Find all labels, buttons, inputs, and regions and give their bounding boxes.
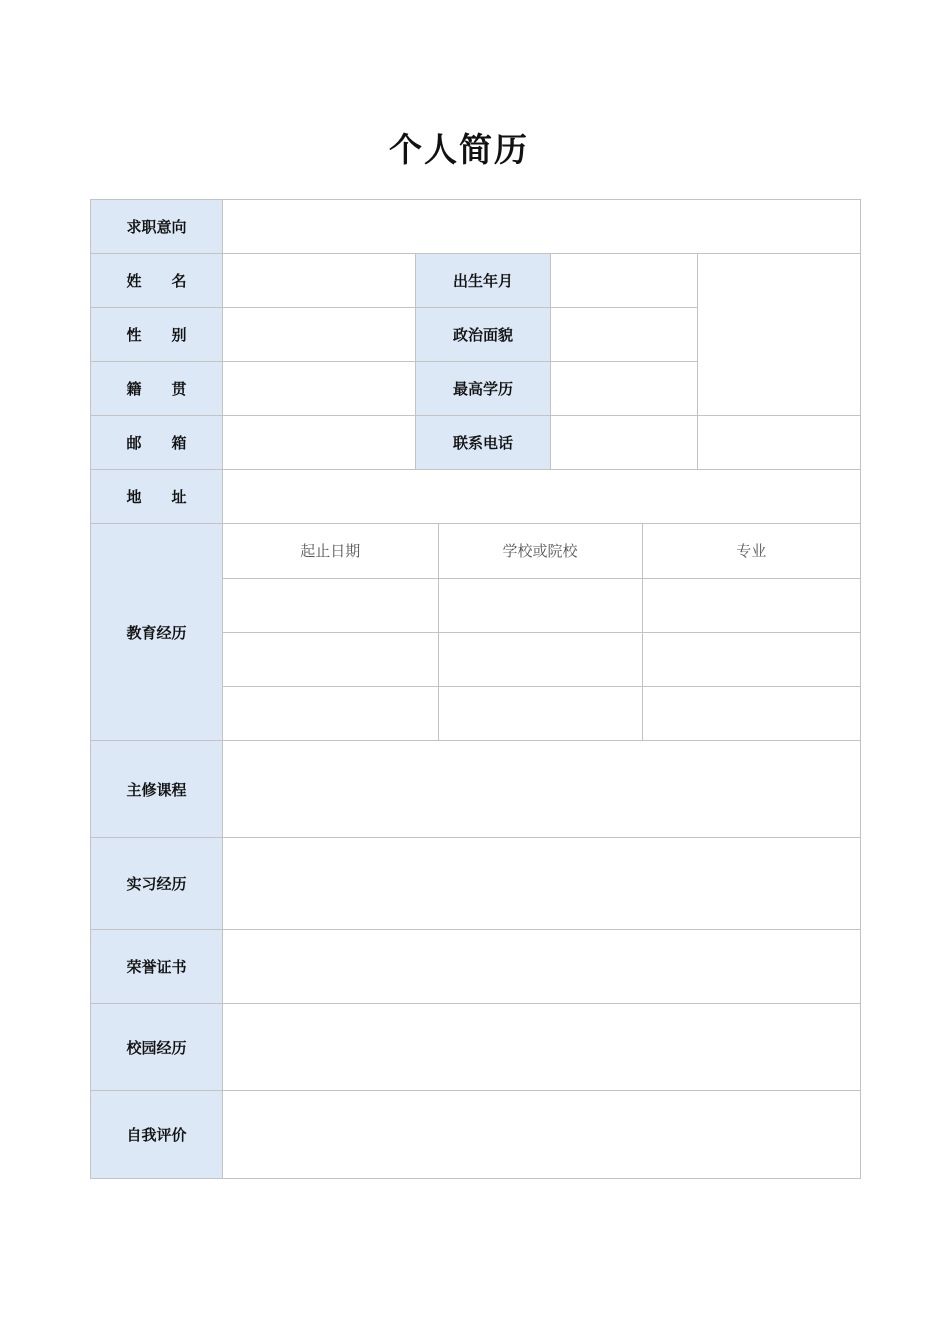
education-date-field[interactable] [223, 578, 438, 632]
native-place-field[interactable] [223, 362, 416, 416]
address-field[interactable] [223, 470, 861, 524]
honors-label: 荣誉证书 [91, 930, 223, 1004]
education-date-field[interactable] [223, 632, 438, 686]
name-label: 姓 名 [91, 254, 223, 308]
internship-label: 实习经历 [91, 838, 223, 930]
phone-label: 联系电话 [416, 416, 551, 470]
job-intention-field[interactable] [223, 200, 861, 254]
address-label: 地 址 [91, 470, 223, 524]
row-courses [91, 741, 861, 838]
education-subtable-cell [223, 524, 861, 741]
education-header-major: 专业 [642, 524, 860, 578]
courses-field[interactable] [223, 741, 861, 838]
photo-area[interactable] [698, 254, 861, 416]
table-row [223, 632, 860, 686]
education-school-field[interactable] [438, 632, 642, 686]
courses-label: 主修课程 [91, 741, 223, 838]
honors-field[interactable] [223, 930, 861, 1004]
education-table [223, 524, 860, 740]
row-campus [91, 1004, 861, 1091]
education-date-field[interactable] [223, 686, 438, 740]
education-school-field[interactable] [438, 686, 642, 740]
table-row [223, 578, 860, 632]
gender-label: 性 别 [91, 308, 223, 362]
phone-field[interactable] [551, 416, 698, 470]
row-job-intention [91, 200, 861, 254]
education-major-field[interactable] [642, 632, 860, 686]
education-header-row [223, 524, 860, 578]
row-internship [91, 838, 861, 930]
education-label: 教育经历 [91, 524, 223, 741]
job-intention-label: 求职意向 [91, 200, 223, 254]
education-header-date: 起止日期 [223, 524, 438, 578]
native-place-label: 籍 贯 [91, 362, 223, 416]
row-self-eval [91, 1091, 861, 1179]
row-education [91, 524, 861, 741]
phone-extra-field[interactable] [698, 416, 861, 470]
table-row [223, 686, 860, 740]
birth-field[interactable] [551, 254, 698, 308]
campus-label: 校园经历 [91, 1004, 223, 1091]
gender-field[interactable] [223, 308, 416, 362]
education-header-school: 学校或院校 [438, 524, 642, 578]
page-title: 个人简历 [389, 130, 529, 169]
political-field[interactable] [551, 308, 698, 362]
education-level-label: 最高学历 [416, 362, 551, 416]
internship-field[interactable] [223, 838, 861, 930]
email-field[interactable] [223, 416, 416, 470]
resume-table [90, 199, 861, 1179]
row-honors [91, 930, 861, 1004]
education-major-field[interactable] [642, 578, 860, 632]
education-school-field[interactable] [438, 578, 642, 632]
row-name [91, 254, 861, 308]
row-email [91, 416, 861, 470]
self-eval-field[interactable] [223, 1091, 861, 1179]
name-field[interactable] [223, 254, 416, 308]
campus-field[interactable] [223, 1004, 861, 1091]
political-label: 政治面貌 [416, 308, 551, 362]
row-address [91, 470, 861, 524]
education-level-field[interactable] [551, 362, 698, 416]
birth-label: 出生年月 [416, 254, 551, 308]
email-label: 邮 箱 [91, 416, 223, 470]
education-major-field[interactable] [642, 686, 860, 740]
self-eval-label: 自我评价 [91, 1091, 223, 1179]
